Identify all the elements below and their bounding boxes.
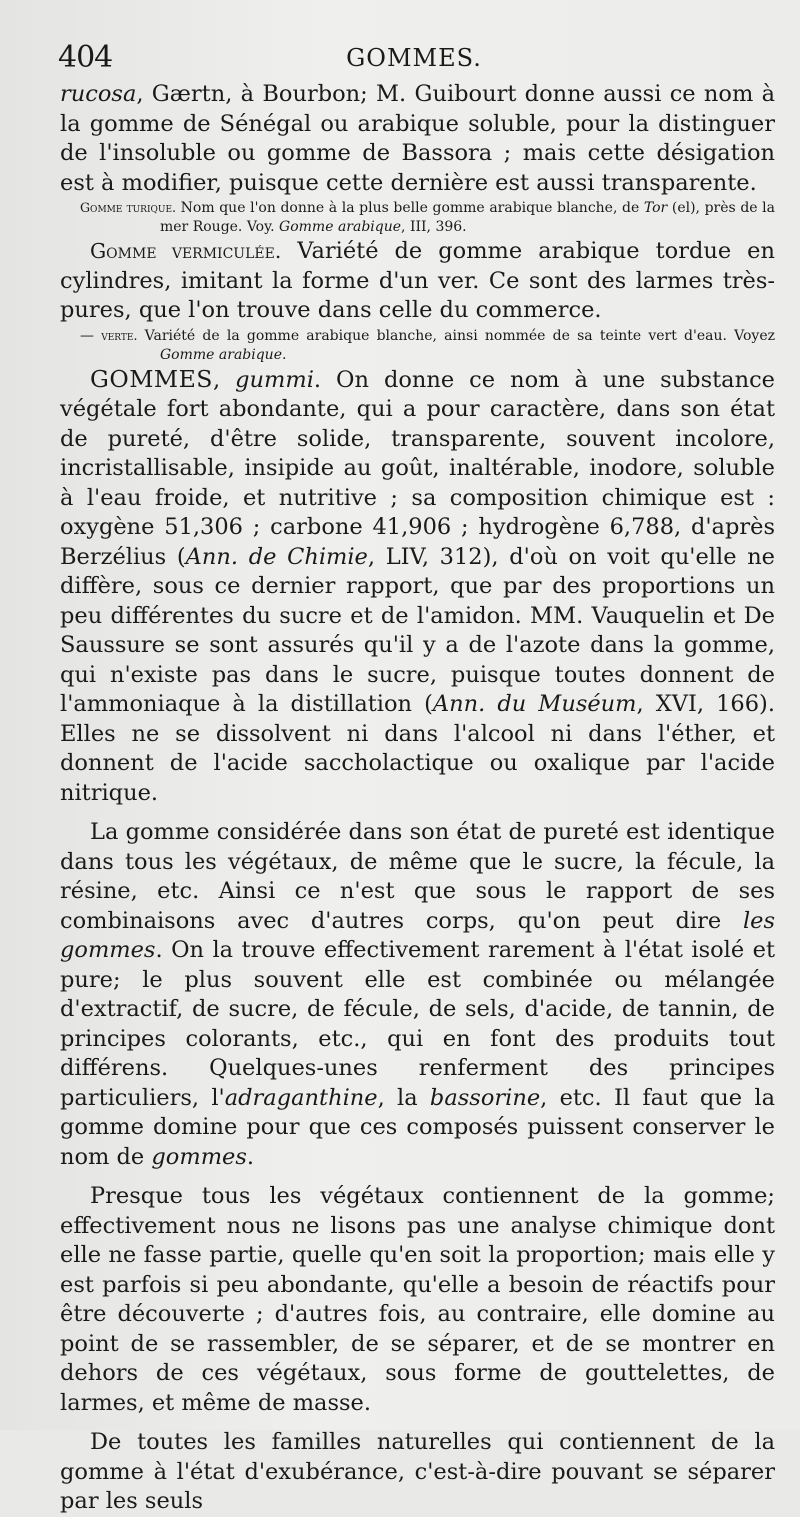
running-head: GOMMES. — [346, 44, 482, 72]
paragraph-presque-tous — [60, 1182, 775, 1418]
paragraph-text: , LIV, 312), d'où on voit qu'elle ne diffère, sous ce dernier rapport, que par des proportions un peu différentes du sucre et de l'amidon. MM. Vauquelin et De Saussure se sont assurés qu'il y a de l'azote dans la gomme, qui n'existe pas dans le sucre, puisque toutes donnent de l'ammoniaque à la distillation ( — [60, 543, 775, 717]
paragraph-de-toutes — [60, 1428, 775, 1517]
body-text — [60, 80, 775, 1517]
italic-term: les gommes — [60, 907, 775, 963]
italic-term: rucosa — [60, 81, 137, 107]
paragraph-rucosa — [60, 80, 775, 198]
note-gomme-turique — [60, 198, 775, 237]
paragraph-identique — [60, 818, 775, 1172]
italic-term: adraganthine — [224, 1084, 378, 1111]
italic-term: Ann. du Muséum — [432, 691, 637, 717]
paragraph-gomme-vermiculee — [60, 237, 775, 326]
page-header — [58, 40, 770, 76]
paragraph-text: . — [246, 1143, 255, 1170]
italic-term: bassorine — [429, 1084, 541, 1111]
note-text: , III, 396. — [401, 219, 467, 235]
note-text: (el), près de la mer Rouge. Voy. — [160, 200, 775, 235]
page-number: 404 — [58, 40, 113, 75]
paragraph-text: , la — [377, 1084, 430, 1111]
paragraph-text: , Gærtn, à Bourbon; M. Guibourt donne aussi ce nom à la gomme de Sénégal ou arabique soluble, pour la distinguer de l'insoluble ou gomme de Bassora ; mais cette désigation est à modifier, puisque cette dernière est aussi transparente. — [60, 81, 775, 196]
paragraph-text: . On la trouve effectivement rarement à l'état isolé et pure; le plus souvent elle est combinée ou mélangée d'extractif, de sucre, de fécule, de sels, d'acide, de tannin, de principes colorants, etc., qui en font des produits tout différens. Quelques-unes renferment des principes particuliers, l' — [60, 937, 775, 1111]
dash: — — [80, 327, 94, 344]
paragraph-text: , — [212, 366, 236, 393]
entry-term: verte. — [101, 327, 138, 343]
note-text: . — [282, 346, 287, 363]
entry-term: Gomme vermiculée. — [90, 239, 282, 263]
paragraph-text: , etc. Il faut que la gomme domine pour que ces composés puissent conserver le nom de — [60, 1084, 775, 1170]
paragraph-text: , XVI, 166). Elles ne se dissolvent ni dans l'alcool ni dans l'éther, et donnent de l'acide saccholactique ou oxalique par l'acide nitrique. — [60, 691, 775, 806]
paragraph-text: Variété de gomme arabique tordue en cylindres, imitant la forme d'un ver. Ce sont des larmes très-pures, que l'on trouve dans celle du commerce. — [60, 238, 775, 323]
note-text: Variété de la gomme arabique blanche, ainsi nommée de sa teinte vert d'eau. Voyez — [137, 327, 775, 344]
entry-term: GOMMES — [90, 364, 213, 393]
paragraph-gommes — [60, 365, 775, 809]
italic-term: Gomme arabique — [279, 219, 402, 235]
paragraph-text: De toutes les familles naturelles qui contiennent de la gomme à l'état d'exubérance, c'est-à-dire pouvant se séparer par les seuls — [60, 1429, 775, 1514]
entry-term: Gomme turique. — [80, 200, 177, 215]
note-verte — [60, 326, 775, 365]
italic-term: gommes — [151, 1143, 247, 1170]
italic-term: gummi — [235, 366, 314, 393]
paragraph-text: La gomme considérée dans son état de pureté est identique dans tous les végétaux, de même que le sucre, la fécule, la résine, etc. Ainsi ce n'est que sous le rapport de ses combinaisons avec d'autres corps, qu'on peut dire — [60, 819, 775, 934]
italic-term: Gomme arabique — [160, 346, 282, 363]
italic-term: Ann. de Chimie — [185, 543, 368, 570]
paragraph-text: Presque tous les végétaux contiennent de la gomme; effectivement nous ne lisons pas une analyse chimique dont elle ne fasse partie, quelle qu'en soit la proportion; mais elle y est parfois si peu abondante, qu'elle a besoin de réactifs pour être découverte ; d'autres fois, au contraire, elle domine au point de se rassembler, de se séparer, et de se montrer en dehors de ces végétaux, sous forme de gouttelettes, de larmes, et même de masse. — [60, 1183, 775, 1416]
paragraph-text: . On donne ce nom à une substance végétale fort abondante, qui a pour caractère, dans son état de pureté, d'être solide, transparente, souvent incolore, incristallisable, insipide au goût, inaltérable, inodore, soluble à l'eau froide, et nutritive ; sa composition chimique est : oxygène 51,306 ; carbone 41,906 ; hydrogène 6,788, d'après Berzélius ( — [60, 366, 775, 570]
note-text: Nom que l'on donne à la plus belle gomme arabique blanche, de — [176, 200, 644, 216]
italic-term: Tor — [643, 200, 668, 216]
